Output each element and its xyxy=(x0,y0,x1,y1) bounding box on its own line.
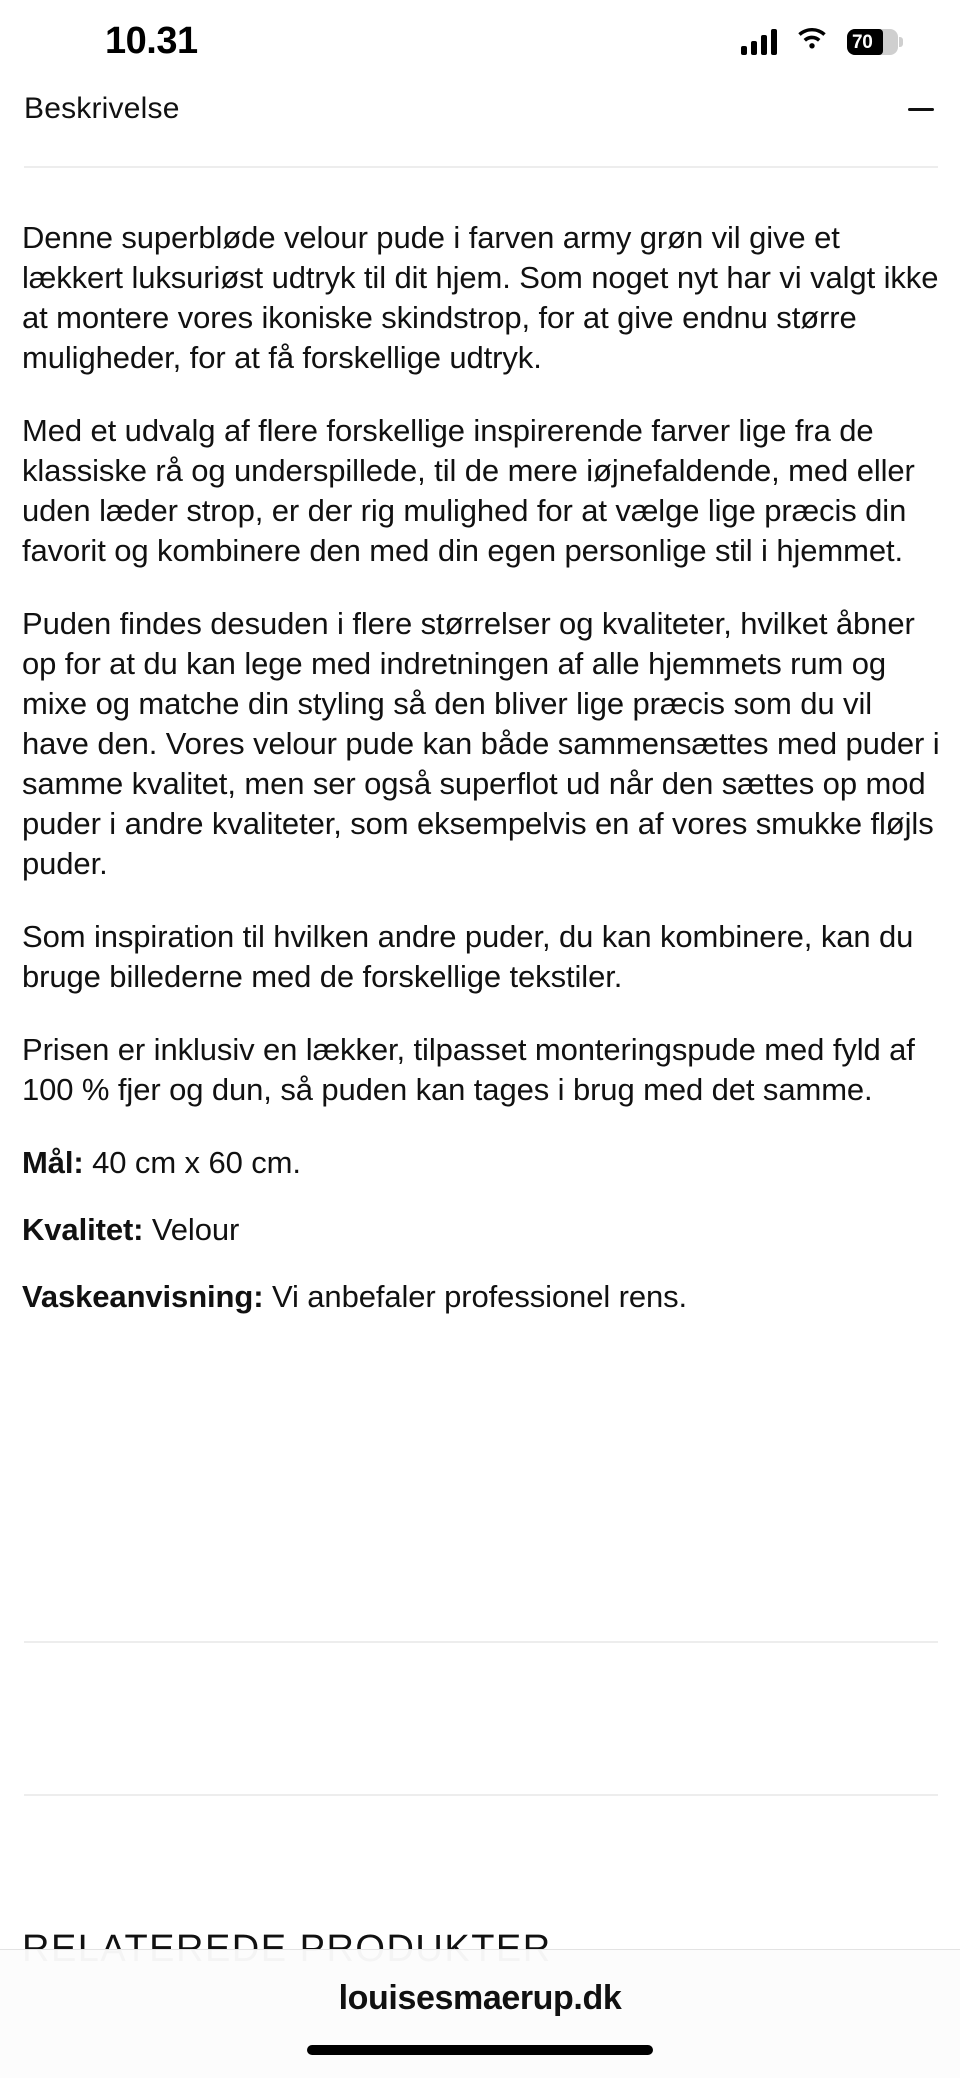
url-bar[interactable]: louisesmaerup.dk xyxy=(338,1979,622,2017)
spec-label: Kvalitet: xyxy=(22,1212,144,1247)
accordion-title: Beskrivelse xyxy=(24,92,180,125)
divider-bottom xyxy=(24,1794,938,1796)
description-paragraph: Puden findes desuden i flere størrelser og kvaliteter, hvilket åbner op for at du kan lege med indretningen af alle hjemmets rum og mixe og matche din styling så den bliver lige præcis som du vil have den. Vores velour pude kan både sammensættes med puder i samme kvalitet, men ser også superflot ud når den sættes op mod puder i andre kvaliteter, som eksempelvis en af vores smukke fløjls puder. xyxy=(22,606,940,881)
spec-line-kvalitet xyxy=(22,1210,940,1250)
description-paragraph: Som inspiration til hvilken andre puder, du kan kombinere, kan du bruge billederne med de forskellige tekstiler. xyxy=(22,919,914,994)
divider-middle xyxy=(24,1641,938,1643)
battery-cap xyxy=(899,37,903,47)
spec-value: Vi anbefaler professionel rens. xyxy=(263,1279,688,1314)
spec-value: 40 cm x 60 cm. xyxy=(83,1145,301,1180)
status-indicators xyxy=(741,28,898,57)
wifi-icon xyxy=(796,28,828,57)
accordion-header-beskrivelse[interactable] xyxy=(0,78,960,140)
description-paragraph: Denne superbløde velour pude i farven army grøn vil give et lækkert luksuriøst udtryk til dit hjem. Som noget nyt har vi valgt ikke at montere vores ikoniske skindstrop, for at give endnu større muligheder, for at få forskellige udtryk. xyxy=(22,220,939,375)
description-paragraph: Prisen er inklusiv en lækker, tilpasset monteringspude med fyld af 100 % fjer og dun, så puden kan tages i brug med det samme. xyxy=(22,1032,915,1107)
spec-line-vaskeanvisning xyxy=(22,1277,940,1317)
battery-percent-label: 70 xyxy=(852,31,873,53)
spec-value: Velour xyxy=(143,1212,240,1247)
spec-label: Vaskeanvisning: xyxy=(22,1279,264,1314)
product-description xyxy=(22,218,940,1317)
spec-line-maal xyxy=(22,1143,940,1183)
browser-bottom-bar xyxy=(0,1949,960,2078)
minus-icon[interactable] xyxy=(908,108,934,111)
cellular-signal-icon xyxy=(741,29,777,55)
description-paragraph: Med et udvalg af flere forskellige inspirerende farver lige fra de klassiske rå og underspillede, til de mere iøjnefaldende, med eller uden læder strop, er der rig mulighed for at vælge lige præcis din favorit og kombinere den med din egen personlige stil i hjemmet. xyxy=(22,413,915,568)
divider-top xyxy=(24,166,938,168)
status-time: 10.31 xyxy=(105,19,198,62)
home-indicator[interactable] xyxy=(307,2045,653,2055)
battery-icon xyxy=(847,29,898,55)
status-bar xyxy=(0,0,960,78)
spec-label: Mål: xyxy=(22,1145,84,1180)
